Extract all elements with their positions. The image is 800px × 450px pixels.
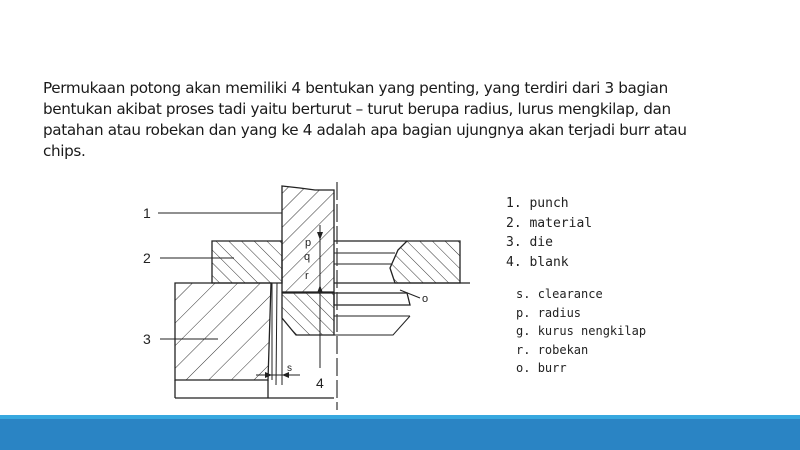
legend-item-robekan: r. robekan: [516, 342, 589, 357]
label-part-2: 2: [143, 250, 151, 266]
label-part-4: 4: [316, 375, 324, 391]
legend-item-clearance: s. clearance: [516, 287, 603, 301]
paragraph-line-1: Permukaan potong akan memiliki 4 bentukan yang penting, yang terdiri dari 3 bagian: [43, 79, 668, 97]
legend-item-lurus-mengkilap: g. kurus nengkilap: [516, 324, 647, 338]
legend-item-material: 2. material: [506, 215, 593, 231]
paragraph-line-3: patahan atau robekan dan yang ke 4 adalah apa bagian ujungnya akan terjadi burr atau: [43, 121, 687, 139]
label-zone-o: o: [422, 293, 429, 305]
legend-parts: [506, 194, 592, 272]
material-shape-left: [212, 241, 282, 283]
label-zone-q: q: [304, 251, 311, 263]
material-shape-right: [334, 241, 470, 283]
legend-item-burr: o. burr: [516, 361, 567, 375]
label-part-3: 3: [143, 331, 151, 347]
legend-zones: [516, 285, 646, 378]
legend-item-punch: 1. punch: [506, 196, 569, 211]
footer-highlight-stripe: [0, 415, 800, 419]
label-zone-p: p: [305, 237, 312, 249]
legend-item-die: 3. die: [506, 235, 553, 250]
label-part-1: 1: [143, 205, 151, 221]
legend-item-blank: 4. blank: [506, 254, 569, 270]
paragraph-line-4: chips.: [43, 142, 86, 160]
label-zone-s: s: [287, 363, 292, 374]
label-zone-r: r: [305, 270, 309, 282]
legend-item-radius: p. radius: [516, 305, 582, 320]
footer-bar: [0, 415, 800, 450]
blank-shape: [282, 293, 410, 335]
paragraph-line-2: bentukan akibat proses tadi yaitu berturut – turut berupa radius, lurus mengkilap, dan: [43, 100, 671, 118]
